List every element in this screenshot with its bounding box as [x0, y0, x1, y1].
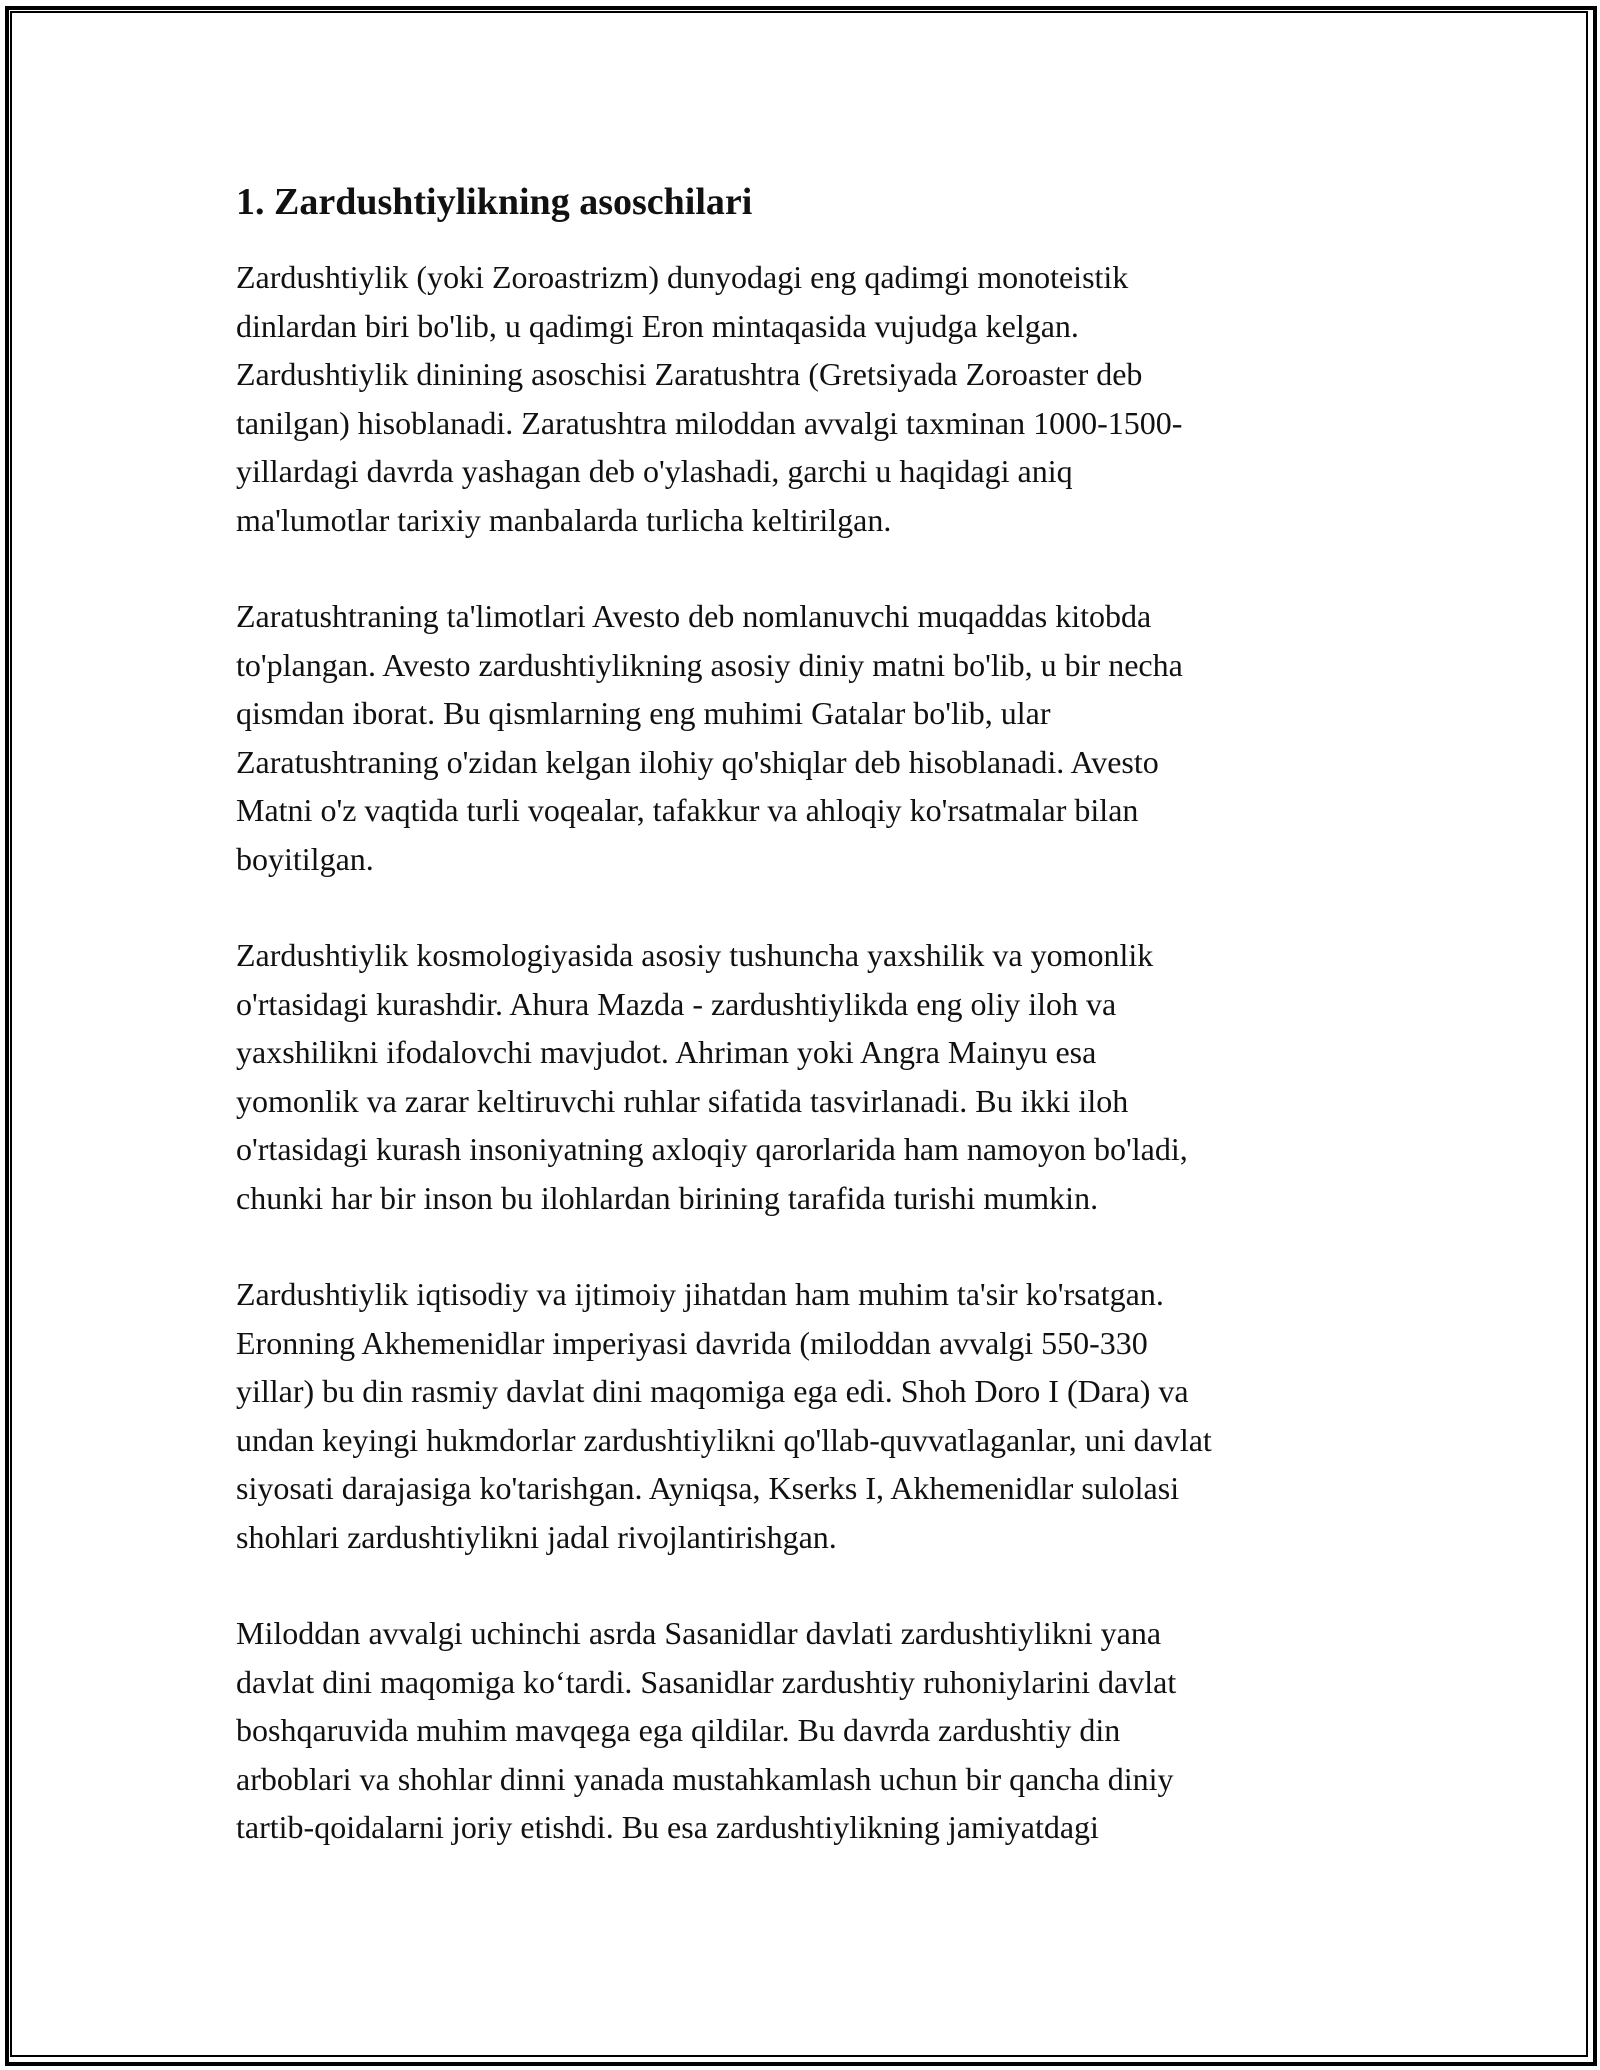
paragraph-5: Miloddan avvalgi uchinchi asrda Sasanidlar davlati zardushtiylikni yana davlat dini maqomiga ko‘tardi. Sasanidlar zardushtiy ruhoniylarini davlat boshqaruvida muhim mavqega ega qildilar. Bu davrda zardushtiy din arboblari va shohlar dinni yanada mustahkamlash uchun bir qancha diniy tartib-qoidalarni joriy etishdi. Bu esa zardushtiylikning jamiyatdagi — [236, 1615, 1177, 1846]
paragraph-3: Zardushtiylik kosmologiyasida asosiy tushuncha yaxshilik va yomonlik o'rtasidagi kurashdir. Ahura Mazda - zardushtiylikda eng oliy iloh va yaxshilikni ifodalovchi mavjudot. Ahriman yoki Angra Mainyu esa yomonlik va zarar keltiruvchi ruhlar sifatida tasvirlanadi. Bu ikki iloh o'rtasidagi kurash insoniyatning axloqiy qarorlarida ham namoyon bo'ladi, chunki har bir inson bu ilohlardan birining tarafida turishi mumkin. — [236, 937, 1188, 1216]
document-body — [236, 178, 1366, 1900]
section-heading: 1. Zardushtiylikning asoschilari — [236, 181, 753, 223]
paragraph-4: Zardushtiylik iqtisodiy va ijtimoiy jihatdan ham muhim ta'sir ko'rsatgan. Eronning Akhemenidlar imperiyasi davrida (miloddan avvalgi 550-330 yillar) bu din rasmiy davlat dini maqomiga ega edi. Shoh Doro I (Dara) va undan keyingi hukmdorlar zardushtiylikni qo'llab-quvvatlaganlar, uni davlat siyosati darajasiga ko'tarishgan. Ayniqsa, Kserks I, Akhemenidlar sulolasi shohlari zardushtiylikni jadal rivojlantirishgan. — [236, 1276, 1212, 1555]
paragraph-1: Zardushtiylik (yoki Zoroastrizm) dunyodagi eng qadimgi monoteistik dinlardan biri bo'lib, u qadimgi Eron mintaqasida vujudga kelgan. Zardushtiylik dinining asoschisi Zaratushtra (Gretsiyada Zoroaster deb tanilgan) hisoblanadi. Zaratushtra miloddan avvalgi taxminan 1000-1500- yillardagi davrda yashagan deb o'ylashadi, garchi u haqidagi aniq ma'lumotlar tarixiy manbalarda turlicha keltirilgan. — [236, 259, 1183, 538]
paragraph-2: Zaratushtraning ta'limotlari Avesto deb nomlanuvchi muqaddas kitobda to'plangan. Avesto zardushtiylikning asosiy diniy matni bo'lib, u bir necha qismdan iborat. Bu qismlarning eng muhimi Gatalar bo'lib, ular Zaratushtraning o'zidan kelgan ilohiy qo'shiqlar deb hisoblanadi. Avesto Matni o'z vaqtida turli voqealar, tafakkur va ahloqiy ko'rsatmalar bilan boyitilgan. — [236, 598, 1183, 877]
